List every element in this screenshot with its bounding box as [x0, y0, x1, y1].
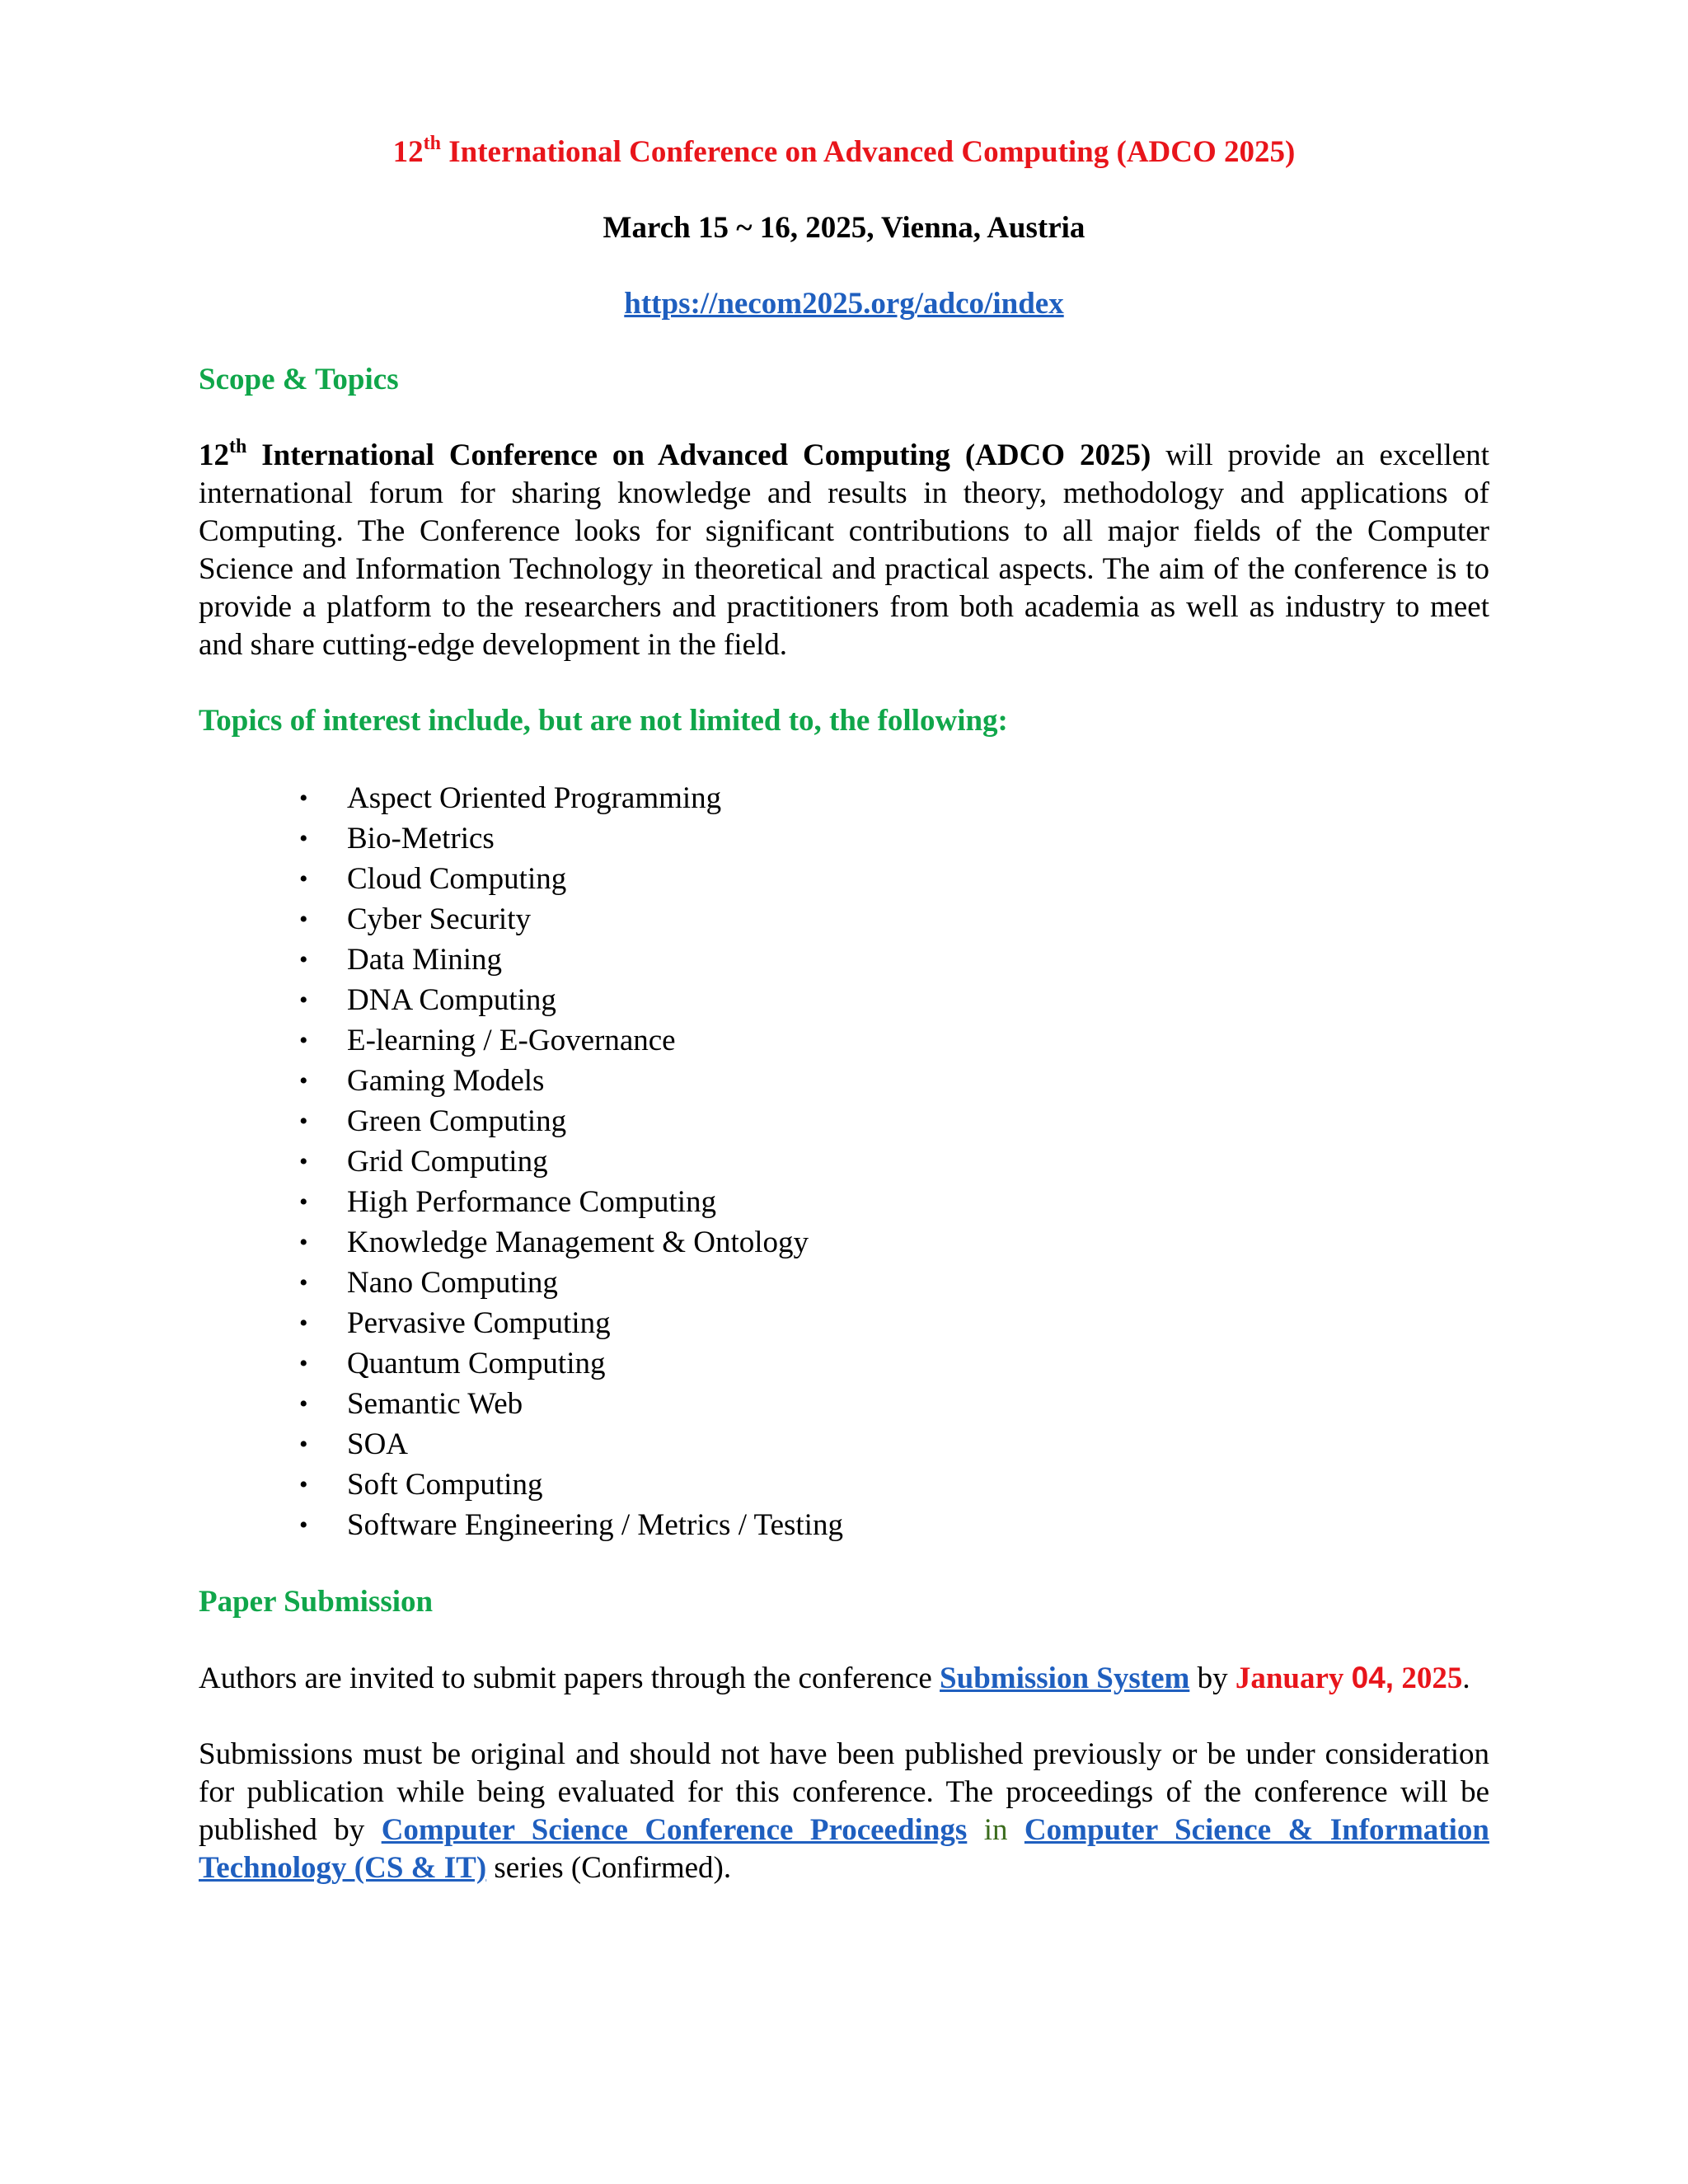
bullet-icon: • [299, 825, 308, 852]
submission-system-link[interactable]: Submission System [940, 1661, 1190, 1695]
bullet-icon: • [299, 1027, 308, 1054]
bullet-icon: • [299, 1188, 308, 1216]
bullet-icon: • [299, 1067, 308, 1094]
list-item: • Grid Computing [199, 1141, 1489, 1182]
bullet-icon: • [299, 1108, 308, 1135]
list-item: • E-learning / E-Governance [199, 1020, 1489, 1061]
submission-paragraph-1: Authors are invited to submit papers through the conference Submission System by January 04, 2025. [199, 1661, 1470, 1695]
list-item: • Knowledge Management & Ontology [199, 1222, 1489, 1263]
list-item: • Gaming Models [199, 1061, 1489, 1101]
csit-series-link[interactable]: Computer Science & Information Technology (CS & IT) [199, 1813, 1489, 1885]
bullet-icon: • [299, 785, 308, 812]
bullet-icon: • [299, 1511, 308, 1539]
bullet-icon: • [299, 1350, 308, 1377]
bullet-icon: • [299, 1229, 308, 1256]
list-item: • Software Engineering / Metrics / Testing [199, 1505, 1489, 1545]
document-content [199, 134, 1489, 1887]
bullet-icon: • [299, 1471, 308, 1498]
list-item: • Green Computing [199, 1101, 1489, 1141]
bullet-icon: • [299, 1148, 308, 1175]
list-item: • High Performance Computing [199, 1182, 1489, 1222]
bullet-icon: • [299, 1431, 308, 1458]
list-item: • Quantum Computing [199, 1343, 1489, 1384]
bullet-icon: • [299, 1310, 308, 1337]
list-item: • Nano Computing [199, 1263, 1489, 1303]
list-item: • Semantic Web [199, 1384, 1489, 1424]
topics-list [199, 778, 1489, 1545]
topics-heading: Topics of interest include, but are not limited to, the following: [199, 704, 1008, 738]
scope-heading: Scope & Topics [199, 363, 399, 396]
conference-url-line [199, 285, 1489, 323]
bullet-icon: • [299, 865, 308, 893]
list-item: • SOA [199, 1424, 1489, 1465]
conference-dateline: March 15 ~ 16, 2025, Vienna, Austria [603, 211, 1085, 245]
scope-paragraph [199, 437, 1489, 664]
list-item: • Pervasive Computing [199, 1303, 1489, 1343]
list-item: • Cloud Computing [199, 859, 1489, 899]
intro-suffix: th [229, 435, 247, 457]
list-item: • Aspect Oriented Programming [199, 778, 1489, 818]
intro-text: will provide an excellent international forum for sharing knowledge and results in theory, methodology and applications of Computing. The Conference looks for significant contributions to all major fields of the Computer Science and Information Technology in theoretical and practical aspects. The aim of the conference is to provide a platform to the researchers and practitioners from both academia as well as industry to meet and share cutting-edge development in the field. [199, 438, 1489, 662]
list-item: • Data Mining [199, 940, 1489, 980]
submission-paragraph-2: Submissions must be original and should not have been published previously or be under consideration for publication while being evaluated for this conference. The proceedings of the conference will be published by Computer Science Conference Proceedings in Computer Science & Information Technology (CS & IT) series (Confirmed). [199, 1737, 1489, 1885]
intro-conference-name: International Conference on Advanced Computing (ADCO 2025) [246, 438, 1151, 472]
bullet-icon: • [299, 1269, 308, 1296]
list-item: • DNA Computing [199, 980, 1489, 1020]
intro-ordinal: 12 [199, 438, 229, 472]
bullet-icon: • [299, 1390, 308, 1418]
submission-heading: Paper Submission [199, 1585, 434, 1619]
list-item: • Cyber Security [199, 899, 1489, 940]
conference-url-link[interactable]: https://necom2025.org/adco/index [624, 287, 1064, 321]
proceedings-link[interactable]: Computer Science Conference Proceedings [381, 1813, 968, 1847]
list-item: • Bio-Metrics [199, 818, 1489, 859]
bullet-icon: • [299, 906, 308, 933]
bullet-icon: • [299, 987, 308, 1014]
bullet-icon: • [299, 946, 308, 973]
conference-title: 12th International Conference on Advanced Computing (ADCO 2025) [392, 132, 1296, 169]
list-item: • Soft Computing [199, 1465, 1489, 1505]
submission-deadline: January 04, 2025 [1235, 1661, 1463, 1695]
